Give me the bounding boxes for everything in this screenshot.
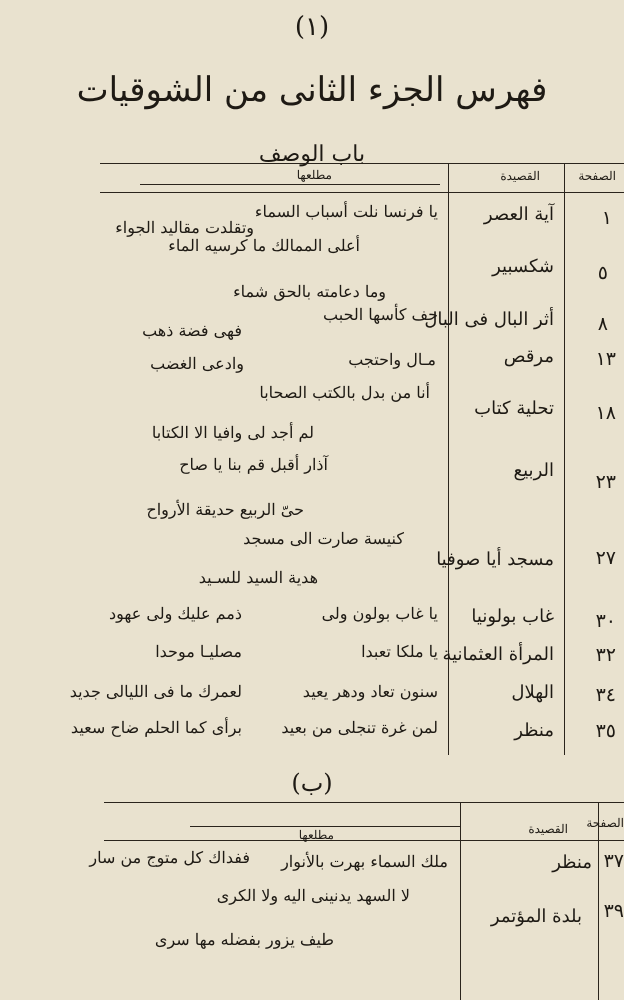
column-divider-poem [460, 802, 461, 1000]
opening-cell: وما دعامته بالحق شماء [233, 282, 386, 301]
header-poem: القصيدة [528, 822, 568, 836]
opening-cell: أعلى الممالك ما كرسيه الماء [168, 236, 360, 255]
opening-cell: لم أجد لى وافيا الا الكتابا [151, 423, 314, 442]
poem-cell: منظر [514, 720, 554, 741]
table-header-rule [104, 840, 624, 841]
opening-cell: يا فرنسا نلت أسباب السماء [254, 202, 438, 221]
opening-cell: يا ملكا تعبدا [361, 642, 438, 661]
column-divider-poem [448, 163, 449, 755]
opening-cell: حىّ الربيع حديقة الأرواح [146, 500, 304, 519]
page-cell: ٢٧ [595, 547, 616, 569]
opening-cell: فهى فضة ذهب [142, 321, 242, 340]
page-cell: ١٣ [595, 348, 616, 370]
poem-cell: أثر البال فى البال [424, 309, 554, 330]
poem-cell: غاب بولونيا [471, 606, 554, 627]
opening-cell: مصليـا موحدا [155, 642, 242, 661]
section-mark: (ب) [291, 769, 333, 797]
opening-cell: سنون تعاد ودهر يعيد [302, 682, 438, 701]
poem-cell: تحلية كتاب [474, 398, 554, 419]
header-page: الصفحة [578, 169, 616, 183]
page-cell: ١ [601, 207, 612, 229]
opening-cell: آذار أقبل قم بنا يا صاح [179, 455, 328, 474]
opening-cell: لا السهد يدنينى اليه ولا الكرى [216, 886, 410, 905]
column-divider-page [598, 802, 599, 1000]
opening-header-sub-rule [140, 184, 440, 185]
page-cell: ٣٩ [603, 900, 624, 922]
opening-cell: برأى كما الحلم ضاح سعيد [70, 718, 242, 737]
table-header-rule [100, 192, 624, 193]
opening-cell: ففداك كل متوج من سار [89, 848, 250, 867]
page-cell: ٣٧ [603, 850, 624, 872]
poem-cell: مسجد أيا صوفيا [436, 549, 554, 570]
opening-cell: وتقلدت مقاليد الجواء [115, 218, 254, 237]
page-cell: ٣٤ [595, 684, 616, 706]
opening-cell: لمن غرة تنجلى من بعيد [281, 718, 438, 737]
page-cell: ٢٣ [595, 471, 616, 493]
opening-cell: طيف يزور بفضله مها سرى [154, 930, 334, 949]
opening-cell: هدية السيد للسـيد [198, 568, 318, 587]
poem-cell: مرقص [503, 346, 554, 367]
poem-cell: آية العصر [483, 204, 554, 225]
table-top-rule [104, 802, 624, 803]
page-number: (١) [294, 12, 330, 42]
opening-cell: حف كأسها الحبب [323, 305, 438, 324]
opening-cell: وادعى الغضب [150, 354, 244, 373]
page-cell: ٨ [597, 313, 608, 335]
table-top-rule [100, 163, 624, 164]
header-poem: القصيدة [500, 169, 540, 183]
page-cell: ٣٥ [595, 720, 616, 742]
opening-cell: ذمم عليك ولى عهود [108, 604, 242, 623]
poem-cell: المرأة العثمانية [442, 644, 554, 665]
header-opening: مطلعها [298, 828, 334, 842]
page-cell: ٥ [597, 262, 608, 284]
page-cell: ٣٢ [595, 644, 616, 666]
header-page: الصفحة [586, 816, 624, 830]
column-divider-page [564, 163, 565, 755]
page-cell: ٣٠ [595, 610, 616, 632]
poem-cell: منظر [552, 852, 592, 873]
opening-cell: أنا من بدل بالكتب الصحابا [259, 383, 430, 402]
chapter-heading: باب الوصف [258, 142, 366, 167]
poem-cell: شكسبير [492, 256, 554, 277]
poem-cell: الهلال [511, 682, 554, 703]
poem-cell: بلدة المؤتمر [490, 906, 582, 927]
opening-cell: لعمرك ما فى الليالى جديد [69, 682, 242, 701]
opening-cell: كنيسة صارت الى مسجد [243, 529, 404, 548]
poem-cell: الربيع [513, 460, 554, 481]
opening-cell: مـال واحتجب [348, 350, 436, 369]
page-cell: ١٨ [595, 402, 616, 424]
opening-cell: يا غاب بولون ولى [321, 604, 438, 623]
index-title: فهرس الجزء الثانى من الشوقيات [76, 70, 548, 110]
opening-cell: ملك السماء بهرت بالأنوار [281, 852, 448, 871]
header-opening: مطلعها [296, 168, 332, 182]
opening-header-sub-rule [190, 826, 460, 827]
